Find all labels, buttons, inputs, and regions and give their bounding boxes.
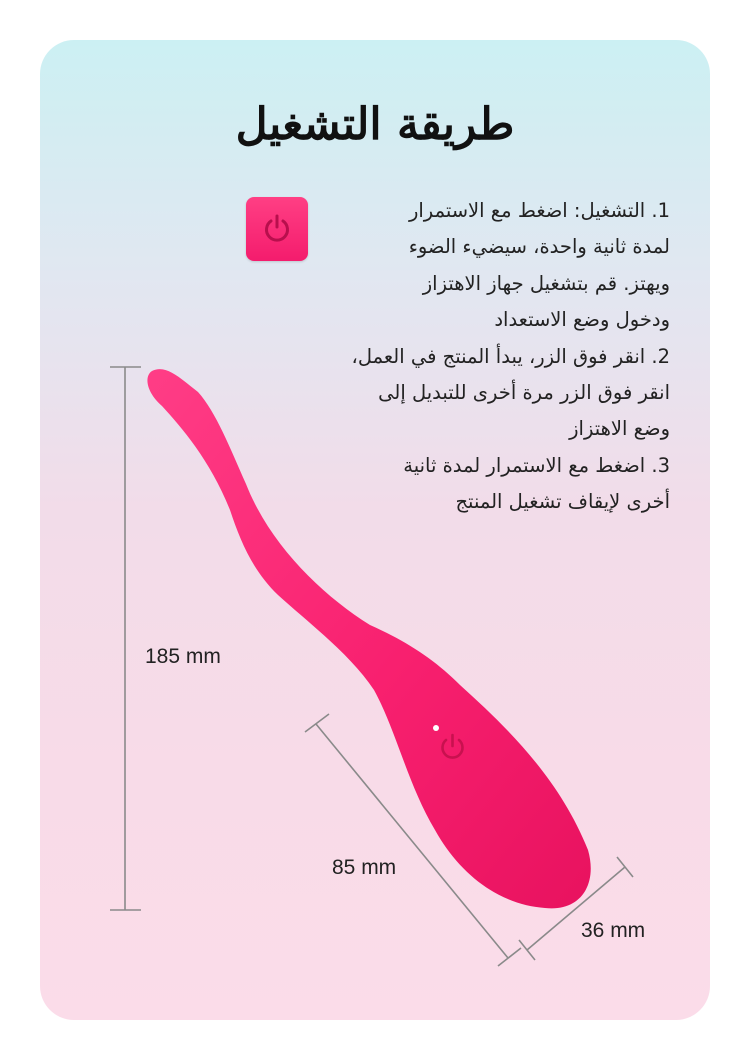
instruction-line: 2. انقر فوق الزر، يبدأ المنتج في العمل، bbox=[351, 344, 670, 368]
product-card bbox=[40, 40, 710, 1020]
instruction-line: 3. اضغط مع الاستمرار لمدة ثانية bbox=[403, 453, 670, 477]
body-length-label: 85 mm bbox=[332, 856, 397, 879]
instruction-line: انقر فوق الزر مرة أخرى للتبديل إلى bbox=[378, 381, 670, 405]
page-title: طريقة التشغيل bbox=[235, 99, 515, 150]
instruction-line: ودخول وضع الاستعداد bbox=[494, 308, 670, 332]
instruction-line: ويهتز. قم بتشغيل جهاز الاهتزاز bbox=[422, 271, 670, 295]
product-body bbox=[147, 369, 590, 908]
instruction-line: أخرى لإيقاف تشغيل المنتج bbox=[455, 490, 670, 514]
length-dimension-line bbox=[110, 367, 141, 910]
instruction-line: 1. التشغيل: اضغط مع الاستمرار bbox=[408, 199, 670, 222]
length-label: 185 mm bbox=[145, 645, 221, 668]
instruction-line: وضع الاهتزاز bbox=[569, 417, 670, 441]
indicator-light bbox=[433, 725, 439, 731]
instruction-line: لمدة ثانية واحدة، سيضيء الضوء bbox=[408, 235, 670, 259]
width-label: 36 mm bbox=[581, 919, 646, 942]
